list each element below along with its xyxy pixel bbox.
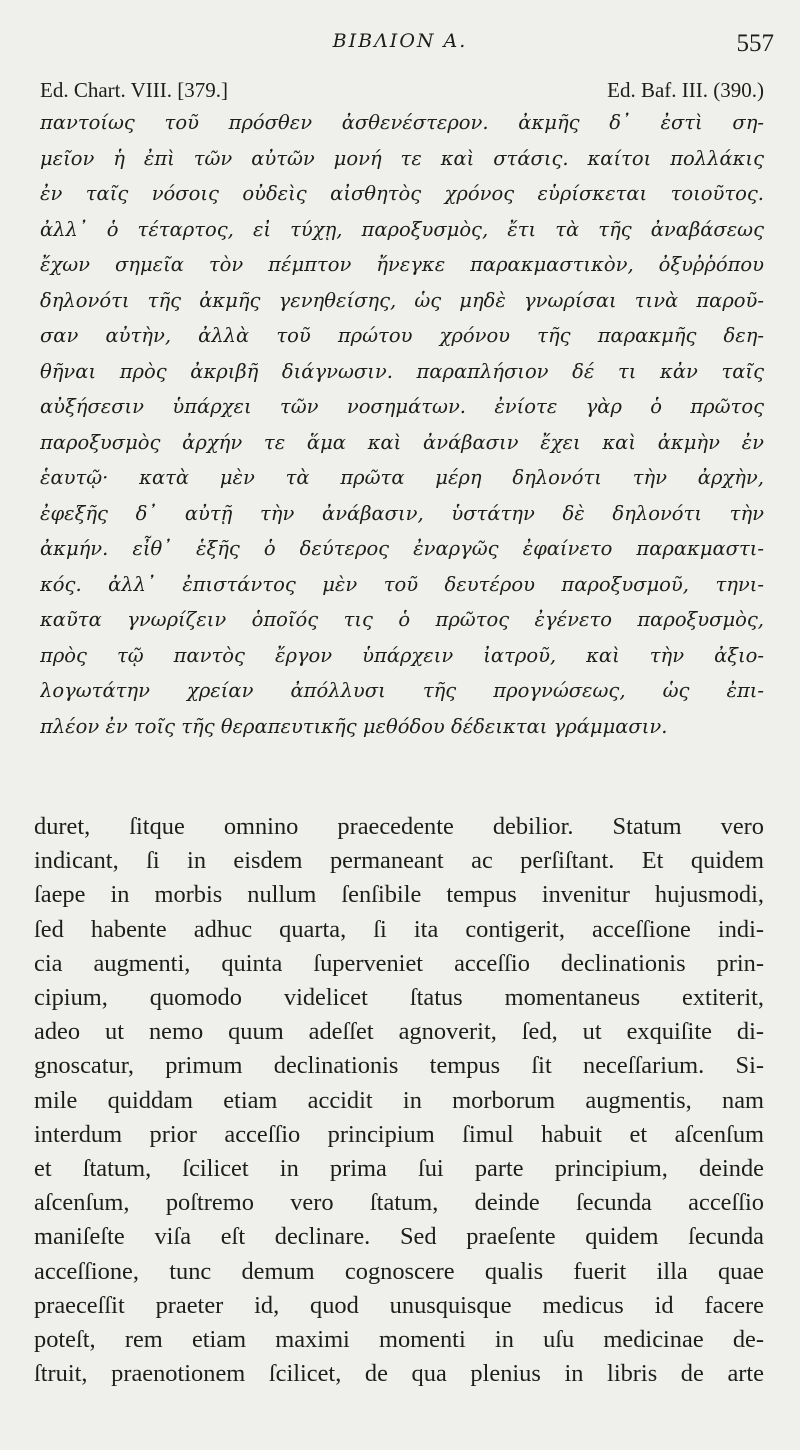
latin-line: ſaepe in morbis nullum ſenſibile tempus invenitur hujusmodi, [34,881,764,909]
greek-line: πλέον ἐν τοῖς τῆς θεραπευτικῆς μεθόδου δέδεικται γράμμασιν. [40,714,668,738]
greek-line: παντοίως τοῦ πρόσθεν ἀσθενέστερον. ἀκμῆς δ᾽ ἐστὶ ση- [40,111,764,134]
edition-reference-chartier: Ed. Chart. VIII. [379.] [40,78,228,102]
latin-line: duret, ſitque omnino praecedente debilior. Statum vero [34,813,764,840]
edition-reference-basel: Ed. Baf. III. (390.) [607,78,764,102]
greek-line: ἀλλ᾽ ὁ τέταρτος, εἰ τύχῃ, παροξυσμὸς, ἔτι τὰ τῆς ἀναβάσεως [40,217,764,241]
latin-line: mile quiddam etiam accidit in morborum augmentis, nam [34,1086,764,1114]
page-number: 557 [736,30,774,57]
latin-line: aſcenſum, poſtremo vero ſtatum, deinde ſecunda acceſſio [34,1189,764,1217]
latin-line: ſed habente adhuc quarta, ſi ita contigerit, acceſſione indi- [34,915,764,943]
running-head: ΒΙΒΛΙΟΝ Α. [332,30,468,52]
greek-line: ἀκμήν. εἶθ᾽ ἑξῆς ὁ δεύτερος ἐναργῶς ἐφαίνετο παρακμαστι- [40,537,764,560]
latin-line: acceſſione, tunc demum cognoscere qualis fuerit illa quae [34,1257,764,1285]
latin-line: interdum prior acceſſio principium ſimul habuit et aſcenſum [34,1120,764,1148]
latin-line: gnoscatur, primum declinationis tempus ſit neceſſarium. Si- [34,1052,764,1080]
latin-line: poteſt, rem etiam maximi momenti in uſu medicinae de- [34,1326,764,1354]
latin-text-block [34,810,764,1391]
greek-line: σαν αὐτὴν, ἀλλὰ τοῦ πρώτου χρόνου τῆς παρακμῆς δεη- [40,324,764,347]
greek-line: λογωτάτην χρείαν ἀπόλλυσι τῆς προγνώσεως, ὡς ἐπι- [40,679,764,702]
latin-line: cipium, quomodo videlicet ſtatus momentaneus extiterit, [34,984,764,1012]
greek-text-block [40,105,764,744]
greek-line: καῦτα γνωρίζειν ὁποῖός τις ὁ πρῶτος ἐγένετο παροξυσμὸς, [40,608,764,631]
greek-line: κός. ἀλλ᾽ ἐπιστάντος μὲν τοῦ δευτέρου παροξυσμοῦ, τηνι- [40,572,764,596]
greek-line: ἔχων σημεῖα τὸν πέμπτον ἤνεγκε παρακμαστικὸν, ὀξυῤῥόπου [40,253,764,276]
greek-line: θῆναι πρὸς ἀκριβῆ διάγνωσιν. παραπλήσιον δέ τι κἀν ταῖς [40,359,764,383]
greek-line: ἐφεξῆς δ᾽ αὐτῇ τὴν ἀνάβασιν, ὑστάτην δὲ δηλονότι τὴν [40,501,764,525]
latin-line: cia augmenti, quinta ſuperveniet acceſſio declinationis prin- [34,949,764,977]
greek-line: πρὸς τῷ παντὸς ἔργον ὑπάρχειν ἰατροῦ, καὶ τὴν ἀξιο- [40,643,764,667]
latin-line: maniſeſte viſa eſt declinare. Sed praeſente quidem ſecunda [34,1223,764,1251]
latin-line: indicant, ſi in eisdem permaneant ac perſiſtant. Et quidem [34,847,764,875]
latin-line: ſtruit, praenotionem ſcilicet, de qua plenius in libris de arte [34,1360,764,1388]
edition-reference-line [40,78,764,103]
greek-line: δηλονότι τῆς ἀκμῆς γενηθείσης, ὡς μηδὲ γνωρίσαι τινὰ παροῦ- [40,288,764,312]
greek-line: παροξυσμὸς ἀρχήν τε ἅμα καὶ ἀνάβασιν ἔχει καὶ ἀκμὴν ἐν [40,430,764,454]
greek-line: αὐξήσεσιν ὑπάρχει τῶν νοσημάτων. ἐνίοτε γὰρ ὁ πρῶτος [40,395,764,418]
latin-line: et ſtatum, ſcilicet in prima ſui parte principium, deinde [34,1155,764,1183]
greek-line: μεῖον ἡ ἐπὶ τῶν αὐτῶν μονή τε καὶ στάσις. καίτοι πολλάκις [40,146,764,170]
greek-line: ἑαυτῷ· κατὰ μὲν τὰ πρῶτα μέρη δηλονότι τὴν ἀρχὴν, [40,466,764,489]
latin-line: praeceſſit praeter id, quod unusquisque medicus id facere [34,1291,764,1319]
greek-line: ἐν ταῖς νόσοις οὐδεὶς αἰσθητὸς χρόνος εὑρίσκεται τοιοῦτος. [40,182,764,205]
latin-line: adeo ut nemo quum adeſſet agnoverit, ſed, ut exquiſite di- [34,1018,764,1046]
